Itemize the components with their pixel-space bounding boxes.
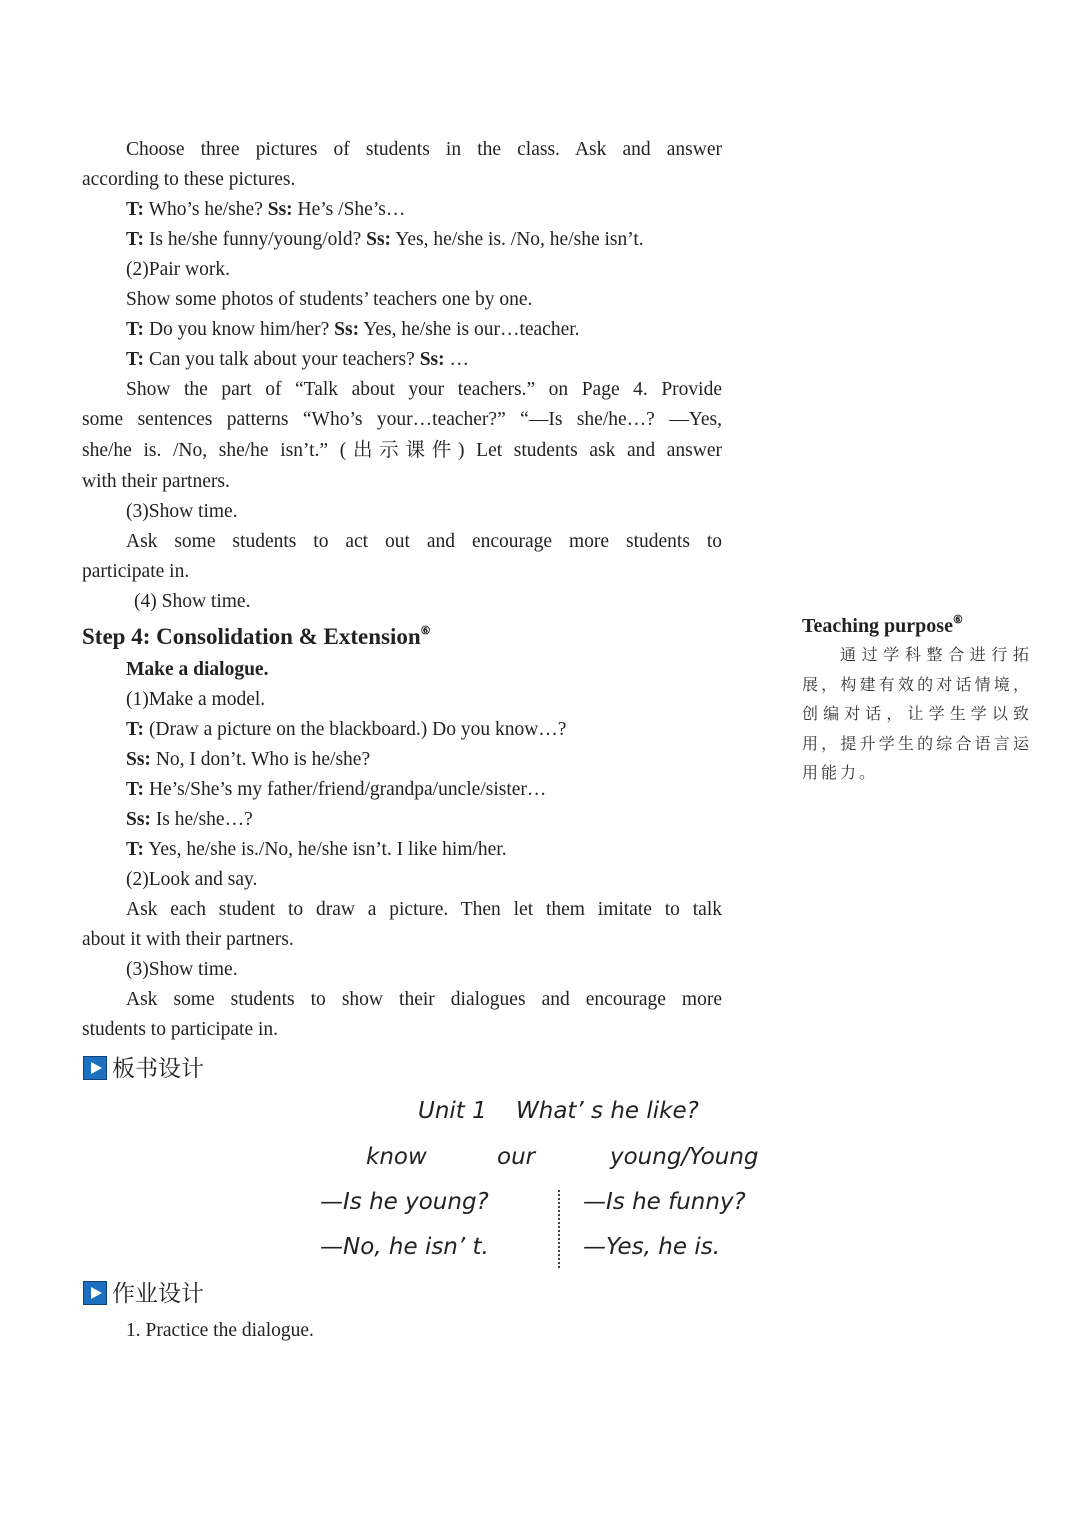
board-design-heading: 板书设计: [83, 1054, 204, 1084]
paragraph-line: participate in.: [82, 561, 190, 582]
paragraph-line: about it with their partners.: [82, 929, 294, 950]
note-text: 通过学科整合进行拓展，构建有效的对话情境，创编对话，让学生学以致用，提升学生的综合语言运用能力。: [802, 645, 1032, 782]
paragraph-line: she/he is. /No, she/he isn’t.” (出示课件) Let students ask and answer: [82, 440, 722, 461]
footnote-mark: ⑥: [952, 614, 963, 626]
board-left-answer: —No, he isn’ t.: [320, 1234, 489, 1260]
board-divider: [558, 1190, 560, 1268]
paragraph-line: Choose three pictures of students in the class. Ask and answer: [126, 139, 722, 160]
homework-heading: 作业设计: [83, 1279, 204, 1309]
subheading: (2)Look and say.: [126, 869, 258, 890]
lesson-body: [82, 135, 722, 1045]
paragraph-line: Ask each student to draw a picture. Then let them imitate to talk: [126, 899, 722, 920]
paragraph-line: students to participate in.: [82, 1019, 279, 1040]
board-word: our: [497, 1144, 536, 1170]
board-left-question: —Is he young?: [320, 1189, 489, 1215]
paragraph-line: according to these pictures.: [82, 169, 296, 190]
subheading: (4) Show time.: [134, 591, 251, 612]
dialogue-line: T: Is he/she funny/young/old? Ss: Yes, he/she is. /No, he/she isn’t.: [126, 229, 644, 250]
board-right-answer: —Yes, he is.: [583, 1234, 721, 1260]
footnote-mark: ⑥: [420, 625, 431, 637]
dialogue-line: T: He’s/She’s my father/friend/grandpa/uncle/sister…: [126, 779, 547, 800]
teaching-purpose-note: [802, 612, 1032, 788]
note-title: Teaching purpose⑥: [802, 614, 963, 637]
subheading: Make a dialogue.: [126, 659, 269, 680]
step4-heading: Step 4: Consolidation & Extension⑥: [82, 624, 431, 649]
board-right-question: —Is he funny?: [583, 1189, 746, 1215]
paragraph-line: Show the part of “Talk about your teachers.” on Page 4. Provide: [126, 379, 722, 400]
board-unit: Unit 1: [418, 1098, 487, 1124]
paragraph-line: Ask some students to show their dialogues and encourage more: [126, 989, 722, 1010]
dialogue-line: T: Who’s he/she? Ss: He’s /She’s…: [126, 199, 406, 220]
dialogue-line: T: Can you talk about your teachers? Ss: …: [126, 349, 469, 370]
board-question: What’ s he like?: [516, 1098, 699, 1124]
board-word: know: [366, 1144, 427, 1170]
play-triangle-icon: [83, 1281, 107, 1305]
dialogue-line: T: Do you know him/her? Ss: Yes, he/she is our…teacher.: [126, 319, 580, 340]
dialogue-line: T: (Draw a picture on the blackboard.) Do you know…?: [126, 719, 567, 740]
subheading: (1)Make a model.: [126, 689, 266, 710]
homework-item: 1. Practice the dialogue.: [126, 1320, 314, 1341]
paragraph-line: with their partners.: [82, 471, 230, 492]
paragraph-line: Show some photos of students’ teachers one by one.: [126, 289, 533, 310]
paragraph-line: some sentences patterns “Who’s your…teacher?” “—Is she/he…? —Yes,: [82, 409, 722, 430]
subheading: (3)Show time.: [126, 501, 238, 522]
dialogue-line: Ss: Is he/she…?: [126, 809, 253, 830]
subheading: (2)Pair work.: [126, 259, 230, 280]
blackboard-design: [300, 1090, 780, 1275]
play-triangle-icon: [83, 1056, 107, 1080]
subheading: (3)Show time.: [126, 959, 238, 980]
board-word: young/Young: [610, 1144, 759, 1170]
dialogue-line: T: Yes, he/she is./No, he/she isn’t. I like him/her.: [126, 839, 507, 860]
paragraph-line: Ask some students to act out and encourage more students to: [126, 531, 722, 552]
dialogue-line: Ss: No, I don’t. Who is he/she?: [126, 749, 371, 770]
